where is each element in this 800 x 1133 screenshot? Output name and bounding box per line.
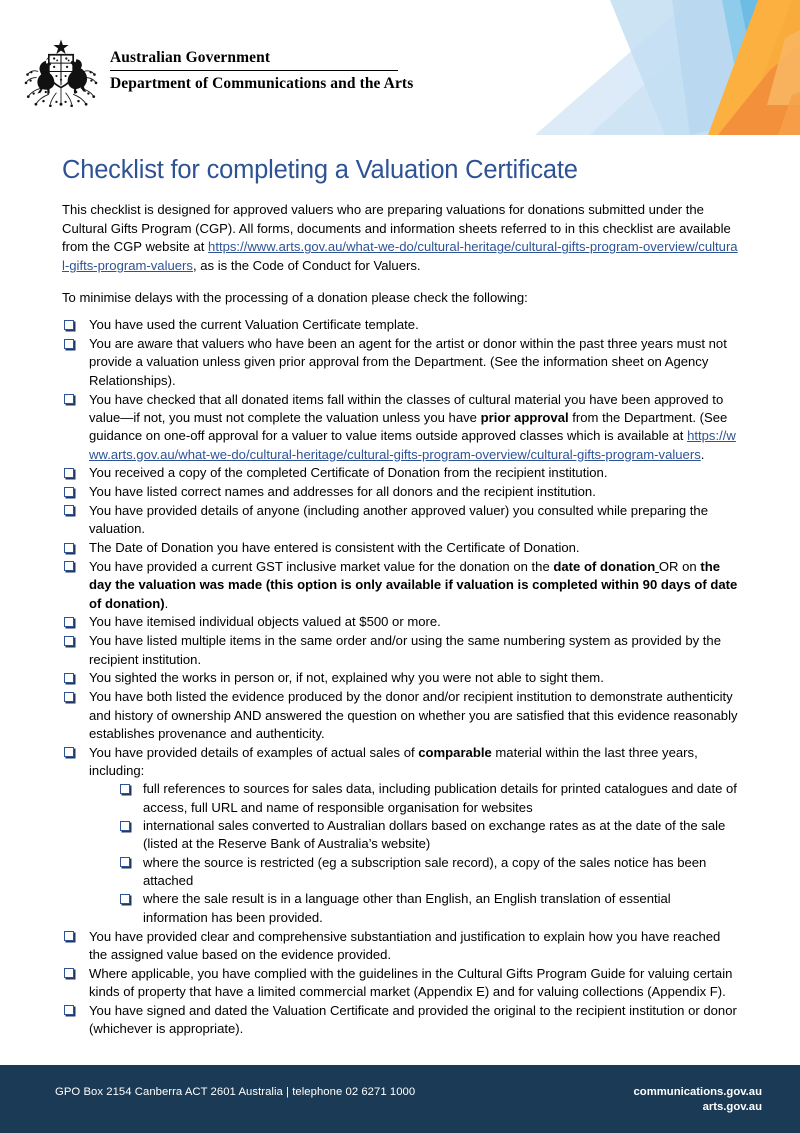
item8-emphasis-1: date of donation (553, 558, 656, 574)
page-footer (0, 1065, 800, 1133)
checklist-item[interactable] (62, 1002, 738, 1039)
checklist-item[interactable] (62, 632, 738, 669)
sub-checklist-item[interactable] (116, 780, 738, 817)
intro-text-part1: This checklist is designed for approved valuers who are preparing valuations for donations submitted under the Cultural Gifts Program (CGP). All forms, documents and information sheets referred to in this checklist are available from the CGP website at (62, 202, 731, 255)
checklist-item-label: You received a copy of the completed Certificate of Donation from the recipient institution. (89, 465, 608, 481)
sub-checklist-item-label: where the source is restricted (eg a subscription sale record), a copy of the sales notice has been attached (143, 854, 707, 889)
australian-government-text: Australian Government (110, 49, 271, 66)
australian-coat-of-arms-icon (22, 38, 100, 108)
item8-emphasis-2: the day the valuation was made (this option is only available if valuation is completed within 90 days of date of donation) (89, 558, 738, 611)
checkbox-icon[interactable] (120, 894, 130, 904)
checklist-item[interactable] (62, 688, 738, 743)
checkbox-icon[interactable] (64, 931, 74, 941)
checklist-item[interactable] (62, 316, 738, 334)
checklist-item[interactable] (62, 464, 738, 482)
checkbox-icon[interactable] (120, 784, 130, 794)
checkbox-icon[interactable] (64, 543, 74, 553)
department-name-text: Department of Communications and the Arts (110, 75, 414, 93)
footer-websites (634, 1085, 762, 1116)
sub-checklist-item[interactable] (116, 854, 738, 891)
item8-text-a: You have provided a current GST inclusive market value for the donation on the (89, 558, 554, 574)
item13-text-a: You have provided details of examples of actual sales of (89, 744, 419, 760)
checklist-item-label: You have signed and dated the Valuation Certificate and provided the original to the recipient institution or donor (whichever is appropriate). (89, 1002, 737, 1037)
footer-address: GPO Box 2154 Canberra ACT 2601 Australia | telephone 02 6271 1000 (55, 1086, 416, 1098)
checkbox-icon[interactable] (64, 1005, 74, 1015)
sub-checklist-item-label: full references to sources for sales data, including publication details for printed catalogues and date of access, full URL and name of responsible organisation for websites (143, 781, 737, 815)
checklist-item[interactable] (62, 928, 738, 965)
lead-instruction: To minimise delays with the processing of a donation please check the following: (62, 289, 528, 305)
checkbox-icon[interactable] (64, 636, 74, 646)
checkbox-icon[interactable] (64, 561, 74, 571)
checkbox-icon[interactable] (120, 857, 130, 867)
checklist-item-label: You have used the current Valuation Certificate template. (89, 317, 419, 333)
item3-text-a: You have checked that all donated items fall within the classes of cultural material you have been approved to value—if not, you must not complete the valuation unless you have (89, 391, 724, 425)
checklist-item[interactable] (62, 335, 738, 390)
checklist-item-label (89, 392, 736, 462)
one-off-approval-link[interactable]: https://www.arts.gov.au/what-we-do/cultural-heritage/cultural-gifts-program-overview/cultural-gifts-program-valuers (89, 428, 736, 462)
checkbox-icon[interactable] (64, 692, 74, 702)
checklist-item-label: Where applicable, you have complied with the guidelines in the Cultural Gifts Program Guide for valuing certain kinds of property that have a limited commercial market (Appendix E) and for valuing collections (Appendix F). (89, 965, 733, 1000)
government-branding (22, 38, 413, 108)
checklist-item-label (89, 559, 737, 611)
checklist-item[interactable] (62, 965, 738, 1002)
intro-paragraph (62, 201, 738, 275)
checkbox-icon[interactable] (64, 468, 74, 478)
sub-checklist-item[interactable] (116, 890, 738, 927)
header-decorative-graphic (440, 0, 800, 135)
sub-checklist-item[interactable] (116, 817, 738, 854)
checklist-item[interactable] (62, 669, 738, 687)
checklist-item[interactable] (62, 744, 738, 927)
checkbox-icon[interactable] (64, 339, 74, 349)
page-title: Checklist for completing a Valuation Certificate (62, 156, 578, 184)
footer-site-arts[interactable]: arts.gov.au (702, 1101, 762, 1114)
cgp-website-link[interactable]: https://www.arts.gov.au/what-we-do/cultural-heritage/cultural-gifts-program-overview/cultural-gifts-program-valuers (62, 239, 738, 274)
checkbox-icon[interactable] (64, 487, 74, 497)
page-header (0, 0, 800, 135)
checklist-item[interactable] (62, 502, 738, 539)
item8-text-mid: OR on (658, 558, 701, 574)
checklist-item-label: You have itemised individual objects valued at $500 or more. (89, 614, 441, 630)
checklist-item-label: The Date of Donation you have entered is consistent with the Certificate of Donation. (89, 540, 580, 556)
checkbox-icon[interactable] (64, 394, 74, 404)
document-body (0, 156, 800, 1039)
checklist-item-label (89, 745, 698, 778)
checklist-item[interactable] (62, 558, 738, 613)
checkbox-icon[interactable] (120, 821, 130, 831)
checkbox-icon[interactable] (64, 320, 74, 330)
sub-checklist-wrapper (116, 780, 738, 927)
checkbox-icon[interactable] (64, 673, 74, 683)
checklist (62, 316, 738, 1038)
checkbox-icon[interactable] (64, 505, 74, 515)
item13-emphasis: comparable (418, 744, 492, 760)
checklist-item-label: You have listed correct names and addresses for all donors and the recipient institution. (89, 484, 596, 500)
checklist-item[interactable] (62, 391, 738, 464)
item13-text-b: material within the last three years, including: (89, 744, 698, 779)
checklist-item[interactable] (62, 613, 738, 631)
branding-divider (110, 70, 398, 71)
sub-checklist-item-label: international sales converted to Australian dollars based on exchange rates as at the date of the sale (listed at the Reserve Bank of Australia’s website) (143, 818, 726, 852)
checklist-item-label: You have provided details of anyone (including another approved valuer) you consulted while preparing the valuation. (89, 502, 708, 537)
checklist-item[interactable] (62, 539, 738, 557)
item3-emphasis: prior approval (480, 409, 569, 425)
checkbox-icon[interactable] (64, 747, 74, 757)
checklist-item-label: You have both listed the evidence produced by the donor and/or recipient institution to demonstrate authenticity and history of ownership AND answered the question on whether you are satisfied that this evidence reasonably establishes provenance and authenticity. (89, 689, 738, 741)
sub-checklist-item-label: where the sale result is in a language other than English, an English translation of essential information has been provided. (143, 891, 671, 925)
intro-text-part2: , as is the Code of Conduct for Valuers. (192, 258, 421, 274)
checklist-item[interactable] (62, 483, 738, 501)
item3-text-c: . (700, 446, 705, 462)
sub-checklist (116, 780, 738, 927)
checklist-item-label: You sighted the works in person or, if not, explained why you were not able to sight them. (89, 670, 604, 686)
checklist-item-label: You have listed multiple items in the same order and/or using the same numbering system as provided by the recipient institution. (89, 633, 721, 667)
checklist-item-label: You have provided clear and comprehensive substantiation and justification to explain how you have reached the assigned value based on the evidence provided. (89, 928, 721, 962)
item3-text-b: from the Department. (See guidance on one-off approval for a valuer to value items outside approved classes which is available at (89, 409, 728, 444)
footer-site-communications[interactable]: communications.gov.au (633, 1086, 762, 1098)
checkbox-icon[interactable] (64, 968, 74, 978)
checklist-item-label: You are aware that valuers who have been an agent for the artist or donor within the past three years must not provide a valuation unless given prior approval from the Department. (See the information sheet on Agency Relationships). (89, 336, 727, 388)
item8-text-end: . (164, 595, 169, 611)
checkbox-icon[interactable] (64, 617, 74, 627)
